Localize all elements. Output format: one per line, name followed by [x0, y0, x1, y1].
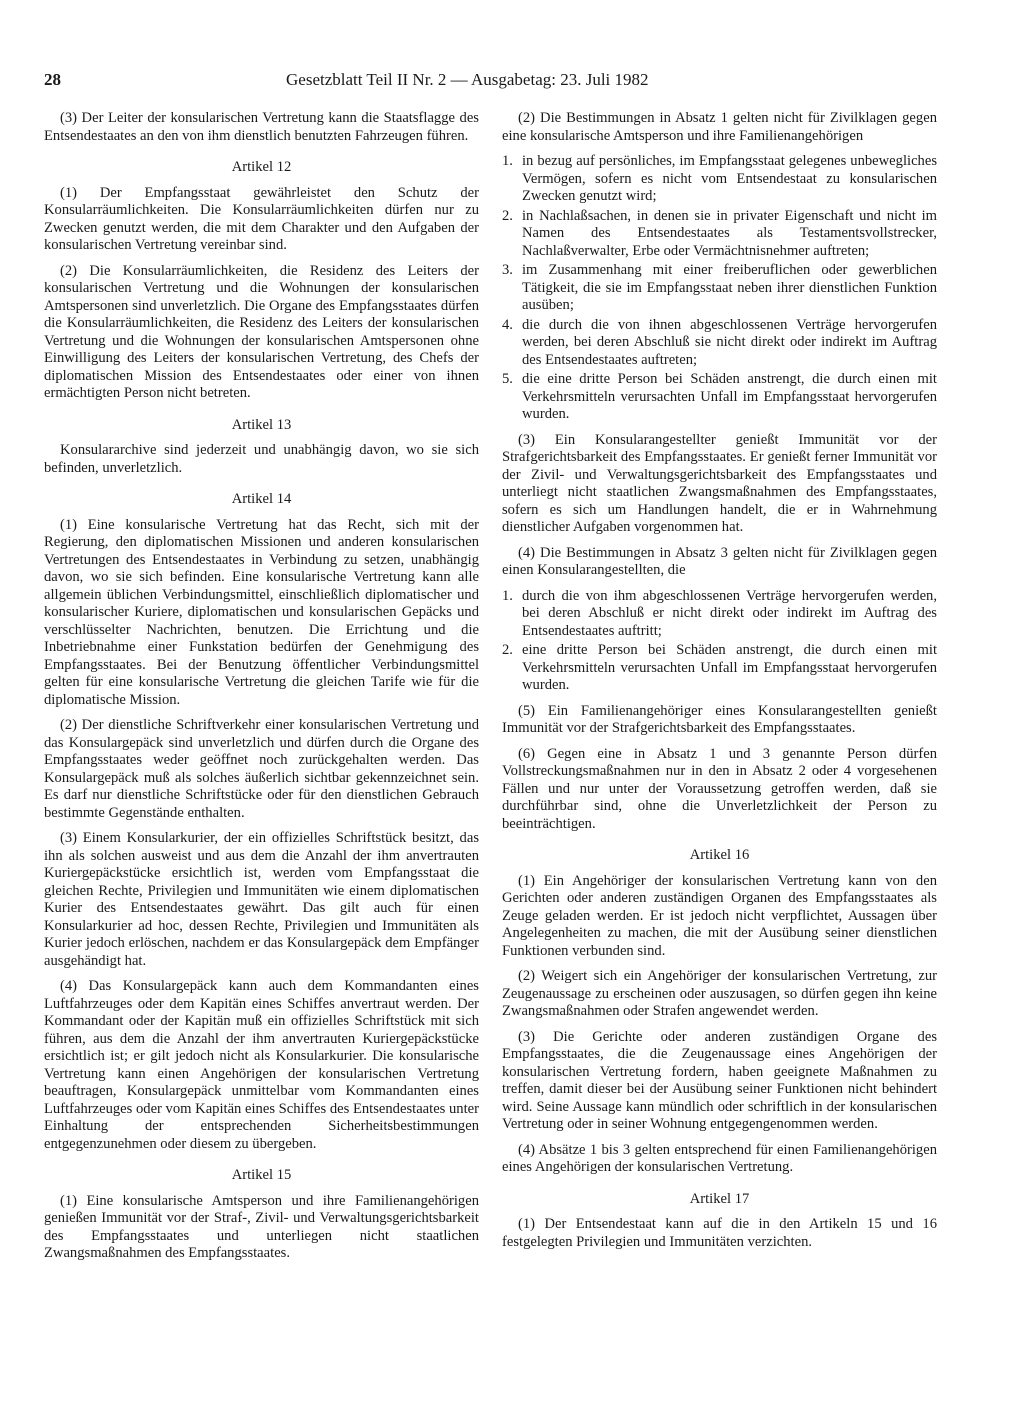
list-number: 3. [502, 262, 513, 278]
page-number: 28 [44, 70, 61, 89]
list-number: 2. [502, 207, 513, 224]
list-text: die durch die von ihnen abgeschlossenen Verträge hervorgerufen werden, bei deren Abschluß sie nicht direkt oder indirekt im Auftrag des Entsendestaates auftreten; [522, 316, 937, 368]
paragraph: (1) Ein Angehöriger der konsularischen Vertretung kann von den Gerichten oder anderen zuständigen Organen des Empfangsstaates als Zeuge geladen werden. Er ist jedoch nicht verpflichtet, Aussagen über Angelegenheiten zu machen, die mit der Ausübung seiner dienstlichen Funktionen verbunden sind. [502, 872, 937, 959]
numbered-list [502, 153, 937, 424]
numbered-list [502, 588, 937, 695]
list-number: 1. [502, 587, 513, 604]
list-item [502, 371, 937, 424]
paragraph: (2) Der dienstliche Schriftverkehr einer konsularischen Vertretung und das Konsulargepäck sind unverletzlich und dürfen durch die Organe des Empfangsstaates weder geöffnet noch zurückgehalten werden. Das Konsulargepäck muß als solches äußerlich sichtbar gekennzeichnet sein. Es darf nur dienstliche Schriftstücke oder für den dienstlichen Gebrauch bestimmte Gegenstände enthalten. [44, 717, 479, 821]
paragraph: (2) Die Konsularräumlichkeiten, die Residenz des Leiters der konsularischen Vertretung und die Wohnungen der konsularischen Amtspersonen sind unverletzlich. Die Organe des Empfangsstaates dürfen die Konsularräumlichkeiten, die Residenz des Leiters der konsularischen Vertretung und die Wohnungen der konsularischen Amtspersonen ohne Einwilligung des Leiters der konsularischen Vertretung, des Chefs der diplomatischen Mission des Entsendestaates oder einer von ihnen ermächtigten Person nicht betreten. [44, 262, 479, 401]
paragraph: (1) Der Empfangsstaat gewährleistet den Schutz der Konsularräumlichkeiten. Die Konsularräumlichkeiten dürfen nur zu Zwecken genutzt werden, die mit dem Charakter und den Aufgaben der konsularischen Vertretung vereinbar sind. [44, 184, 479, 253]
list-text: in Nachlaßsachen, in denen sie in privater Eigenschaft und nicht im Namen des Entsendestaates als Testamentsvollstrecker, Nachlaßverwalter, Erbe oder Vermächtnisnehmer auftreten; [522, 207, 937, 259]
list-number: 4. [502, 316, 513, 333]
list-item [502, 153, 937, 206]
paragraph: (5) Ein Familienangehöriger eines Konsularangestellten genießt Immunität vor der Strafgerichtsbarkeit des Empfangsstaates. [502, 702, 937, 736]
list-item [502, 588, 937, 641]
list-number: 5. [502, 371, 513, 387]
paragraph: (3) Einem Konsularkurier, der ein offizielles Schriftstück besitzt, das ihn als solchen ausweist und aus dem die Anzahl der ihm anvertrauten Kuriergepäckstücke ersichtlich ist, werden vom Empfangsstaat die gleichen Rechte, Privilegien und Immunitäten wie einem diplomatischen Kurier des Entsendestaates gewährt. Das gilt auch für einen Konsularkurier ad hoc, dessen Rechte, Privilegien und Immunitäten als Kurier jedoch erlöschen, nachdem er das Konsulargepäck dem Empfänger ausgehändigt hat. [44, 830, 479, 969]
article-heading: Artikel 12 [231, 159, 292, 175]
list-item [502, 262, 937, 315]
gazette-title: Gesetzblatt Teil II Nr. 2 — Ausgabetag: 23. Juli 1982 [286, 70, 649, 89]
list-item [502, 208, 937, 261]
list-number: 2. [502, 642, 513, 658]
page-header [44, 70, 944, 94]
list-text: die eine dritte Person bei Schäden anstrengt, die durch einen mit Verkehrsmitteln verursachten Unfall im Empfangsstaat hervorgerufen wurden. [522, 371, 937, 422]
list-text: in bezug auf persönliches, im Empfangsstaat gelegenes unbewegliches Vermögen, sofern es nicht vom Entsendestaat zu konsularischen Zwecken genutzt wird; [522, 153, 937, 204]
paragraph: (4) Die Bestimmungen in Absatz 3 gelten nicht für Zivilklagen gegen einen Konsularangestellten, die [502, 544, 937, 578]
paragraph: (1) Eine konsularische Vertretung hat das Recht, sich mit der Regierung, den diplomatischen Missionen und anderen konsularischen Vertretungen des Entsendestaates in Verbindung zu setzen, unabhängig davon, wo sie sich befinden. Eine konsularische Vertretung kann alle allgemein üblichen Verbindungsmittel, einschließlich diplomatischer und konsularischer Kuriere, diplomatischen und konsularischen Gepäcks und verschlüsselter Nachrichten, benutzen. Die Errichtung und die Inbetriebnahme einer Funkstation bedürfen der Genehmigung des Empfangsstaates. Bei der Benutzung öffentlicher Verbindungsmittel gelten für eine konsularische Vertretung die gleichen Tarife wie für die diplomatische Mission. [44, 516, 479, 708]
list-text: im Zusammenhang mit einer freiberuflichen oder gewerblichen Tätigkeit, die sie im Empfangsstaat neben ihrer dienstlichen Funktion ausüben; [522, 262, 937, 313]
paragraph: (4) Das Konsulargepäck kann auch dem Kommandanten eines Luftfahrzeuges oder dem Kapitän eines Schiffes anvertraut werden. Der Kommandant oder der Kapitän muß ein offizielles Schriftstück mit sich führen, aus dem die Anzahl der ihm anvertrauten Kuriergepäckstücke ersichtlich ist; er gilt jedoch nicht als Konsularkurier. Die konsularische Vertretung kann einen Angehörigen der konsularischen Vertretung beauftragen, Konsulargepäck unmittelbar vom Kommandanten eines Luftfahrzeuges oder vom Kapitän eines Schiffes des Entsendestaates unter Einhaltung der entsprechenden Sicherheitsbestimmungen entgegenzunehmen oder diesem zu übergeben. [44, 978, 479, 1152]
list-number: 1. [502, 153, 513, 169]
paragraph: (3) Ein Konsularangestellter genießt Immunität vor der Strafgerichtsbarkeit des Empfangsstaates. Er genießt ferner Immunität vor der Zivil- und Verwaltungsgerichtsbarkeit des Empfangsstaates und unterliegt nicht staatlichen Zwangsmaßnahmen des Empfangsstaates, sofern es sich um Handlungen handelt, die er in Wahrnehmung dienstlicher Aufgaben vorgenommen hat. [502, 431, 937, 535]
paragraph: (2) Weigert sich ein Angehöriger der konsularischen Vertretung, zur Zeugenaussage zu erscheinen oder auszusagen, so dürfen gegen ihn keine Zwangsmaßnahmen oder Strafen angewendet werden. [502, 968, 937, 1019]
article-heading: Artikel 15 [231, 1167, 292, 1183]
left-column [44, 110, 479, 1271]
paragraph: (3) Die Gerichte oder anderen zuständigen Organe des Empfangsstaates, die die Zeugenaussage eines Angehörigen der konsularischen Vertretung fordern, haben geeignete Maßnahmen zu treffen, damit dieser bei der Ausübung seiner Funktionen nicht behindert wird. Seine Aussage kann mündlich oder schriftlich in der konsularischen Vertretung oder in seiner Wohnung entgegengenommen werden. [502, 1028, 937, 1132]
paragraph: (1) Der Entsendestaat kann auf die in den Artikeln 15 und 16 festgelegten Privilegien und Immunitäten verzichten. [502, 1216, 937, 1250]
list-item [502, 642, 937, 695]
list-text: durch die von ihm abgeschlossenen Verträge hervorgerufen werden, bei deren Abschluß er nicht direkt oder indirekt im Auftrag des Entsendestaates auftritt; [522, 587, 937, 639]
paragraph: Konsulararchive sind jederzeit und unabhängig davon, wo sie sich befinden, unverletzlich. [44, 442, 479, 476]
paragraph: (1) Eine konsularische Amtsperson und ihre Familienangehörigen genießen Immunität vor der Straf-, Zivil- und Verwaltungsgerichtsbarkeit des Empfangsstaates und unterliegen nicht staatlichen Zwangsmaßnahmen des Empfangsstaates. [44, 1192, 479, 1261]
paragraph: (3) Der Leiter der konsularischen Vertretung kann die Staatsflagge des Entsendestaates an den von ihm dienstlich benutzten Fahrzeugen führen. [44, 110, 479, 144]
right-column [502, 110, 937, 1259]
list-text: eine dritte Person bei Schäden anstrengt, die durch einen mit Verkehrsmitteln verursachten Unfall im Empfangsstaat hervorgerufen wurden. [522, 642, 937, 693]
article-heading: Artikel 14 [231, 491, 292, 507]
paragraph: (6) Gegen eine in Absatz 1 und 3 genannte Person dürfen Vollstreckungsmaßnahmen nur in den in Absatz 2 oder 4 vorgesehenen Fällen und nur unter der Voraussetzung getroffen werden, daß sie durchführbar sind, ohne die Unverletzlichkeit der Person zu beeinträchtigen. [502, 745, 937, 832]
paragraph: (4) Absätze 1 bis 3 gelten entsprechend für einen Familienangehörigen eines Angehörigen der konsularischen Vertretung. [502, 1141, 937, 1175]
article-heading: Artikel 16 [689, 847, 750, 863]
paragraph: (2) Die Bestimmungen in Absatz 1 gelten nicht für Zivilklagen gegen eine konsularische Amtsperson und ihre Familienangehörigen [502, 110, 937, 144]
article-heading: Artikel 17 [689, 1190, 750, 1207]
article-heading: Artikel 13 [231, 416, 292, 433]
list-item [502, 317, 937, 370]
